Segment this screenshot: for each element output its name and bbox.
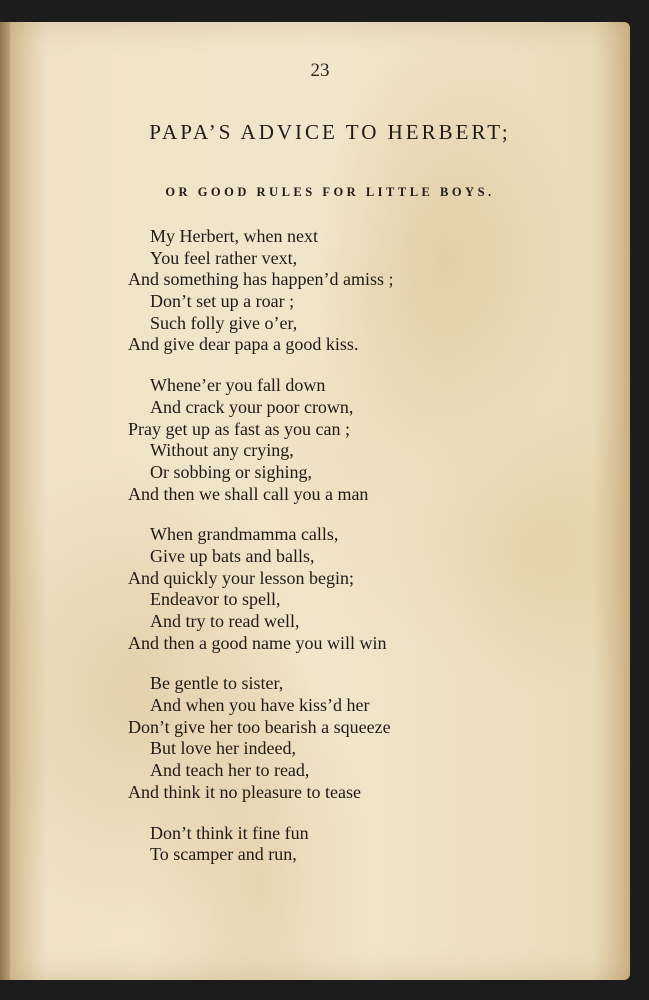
poem-line: And think it no pleasure to tease <box>128 781 361 802</box>
poem-line: And then we shall call you a man <box>128 483 369 504</box>
stanza-3 <box>128 524 608 654</box>
poem-line: You feel rather vext, <box>150 247 298 268</box>
poem-line: Be gentle to sister, <box>150 673 284 694</box>
poem-body <box>128 226 608 885</box>
poem-line: And teach her to read, <box>150 760 310 781</box>
book-page <box>10 22 630 980</box>
stanza-1 <box>128 226 608 356</box>
poem-line: And then a good name you will win <box>128 632 387 653</box>
poem-line: Endeavor to spell, <box>150 589 281 610</box>
stanza-5 <box>128 823 608 866</box>
poem-title: PAPA’S ADVICE TO HERBERT; <box>149 120 511 144</box>
poem-line: And quickly your lesson begin; <box>128 567 354 588</box>
poem-line: Give up bats and balls, <box>150 545 315 566</box>
poem-line: But love her indeed, <box>150 738 296 759</box>
stanza-2 <box>128 375 608 505</box>
poem-subtitle: OR GOOD RULES FOR LITTLE BOYS. <box>165 185 495 199</box>
poem-line: Or sobbing or sighing, <box>150 461 312 482</box>
poem-line: Don’t think it fine fun <box>150 822 309 843</box>
poem-line: Pray get up as fast as you can ; <box>128 418 350 439</box>
poem-line: To scamper and run, <box>150 844 297 865</box>
stanza-4 <box>128 673 608 803</box>
poem-line: And give dear papa a good kiss. <box>128 334 359 355</box>
poem-line: Whene’er you fall down <box>150 375 326 396</box>
poem-line: My Herbert, when next <box>150 226 318 246</box>
poem-line: And something has happen’d amiss ; <box>128 269 394 290</box>
poem-line: And crack your poor crown, <box>150 396 354 417</box>
poem-line: When grandmamma calls, <box>150 524 339 545</box>
poem-line: Such folly give o’er, <box>150 312 298 333</box>
poem-line: And try to read well, <box>150 611 300 631</box>
poem-line: Don’t give her too bearish a squeeze <box>128 716 391 737</box>
poem-line: Without any crying, <box>150 440 294 461</box>
poem-line: Don’t set up a roar ; <box>150 291 295 312</box>
page-number: 23 <box>310 60 330 81</box>
poem-line: And when you have kiss’d her <box>150 695 370 716</box>
